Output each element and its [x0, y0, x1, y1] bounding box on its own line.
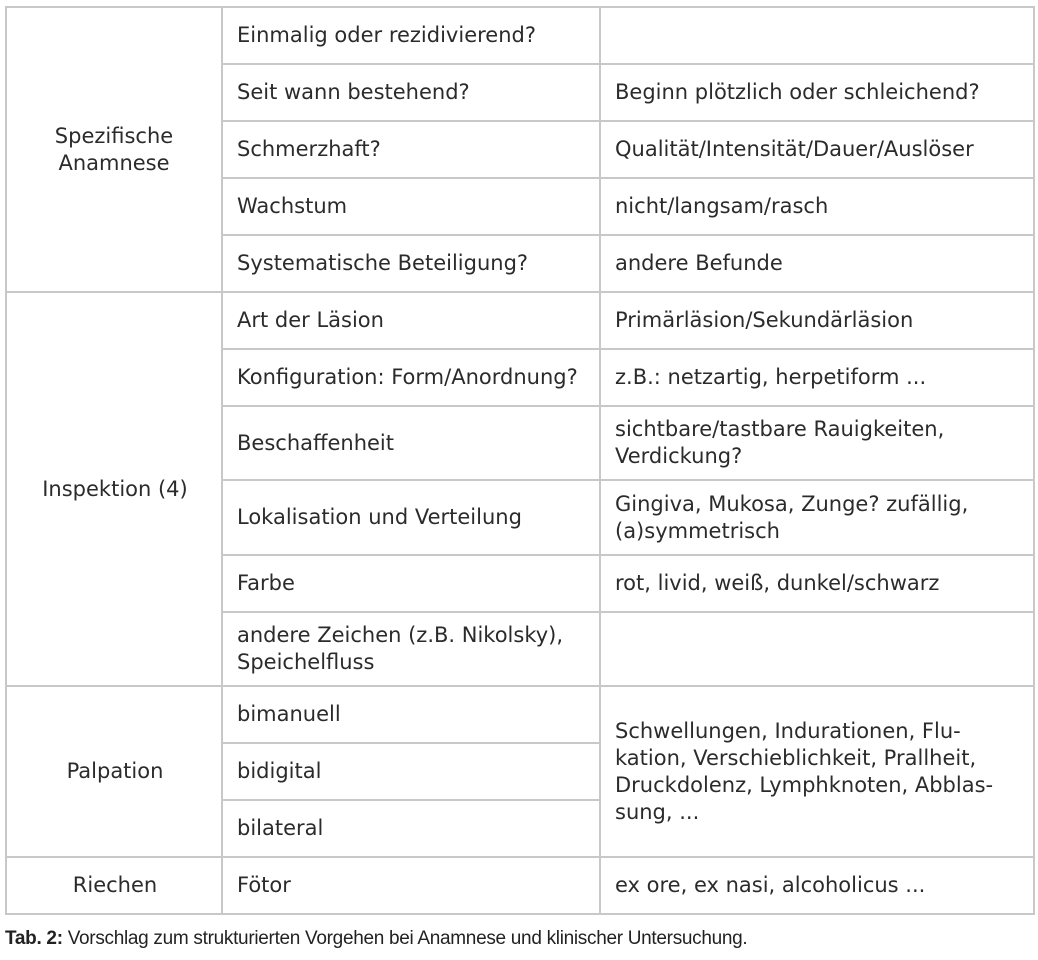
detail-cell: Primärläsion/Sekundärläsion: [600, 292, 1034, 349]
item-cell: Konfiguration: Form/Anordnung?: [222, 349, 600, 406]
item-cell: bimanuell: [222, 686, 600, 743]
item-cell: Art der Läsion: [222, 292, 600, 349]
item-cell: Wachstum: [222, 178, 600, 235]
detail-cell: [600, 612, 1034, 686]
item-cell: andere Zeichen (z.B. Nikolsky), Speichelfluss: [222, 612, 600, 686]
item-cell: Farbe: [222, 555, 600, 612]
table-row: [6, 292, 1034, 349]
item-cell: Fötor: [222, 857, 600, 914]
group-label-inspektion: Inspektion (4): [6, 292, 222, 686]
detail-cell: nicht/langsam/rasch: [600, 178, 1034, 235]
caption-label: Tab. 2:: [5, 928, 63, 949]
detail-cell: rot, livid, weiß, dunkel/schwarz: [600, 555, 1034, 612]
table-row: [6, 686, 1034, 743]
detail-cell: Gingiva, Mukosa, Zunge? zufällig, (a)symmetrisch: [600, 480, 1034, 555]
detail-cell: Beginn plötzlich oder schleichend?: [600, 64, 1034, 121]
detail-cell: [600, 7, 1034, 64]
group-label-palpation: Palpation: [6, 686, 222, 857]
group-label-anamnese: Spezifische Anamnese: [6, 7, 222, 292]
table-caption: [5, 928, 747, 950]
group-label-riechen: Riechen: [6, 857, 222, 914]
item-cell: Beschaffenheit: [222, 406, 600, 480]
detail-cell: ex ore, ex nasi, alcoholicus ...: [600, 857, 1034, 914]
detail-cell: Qualität/Intensität/Dauer/Auslöser: [600, 121, 1034, 178]
item-cell: Einmalig oder rezidivierend?: [222, 7, 600, 64]
item-cell: Schmerzhaft?: [222, 121, 600, 178]
detail-cell: z.B.: netzartig, herpetiform ...: [600, 349, 1034, 406]
item-cell: bidigital: [222, 743, 600, 800]
item-cell: Seit wann bestehend?: [222, 64, 600, 121]
table-row: [6, 7, 1034, 64]
caption-text: Vorschlag zum strukturierten Vorgehen bei Anamnese und klinischer Untersuchung.: [62, 928, 748, 949]
item-cell: Systematische Beteiligung?: [222, 235, 600, 292]
detail-cell: sichtbare/tastbare Rauigkeiten, Verdickung?: [600, 406, 1034, 480]
item-cell: Lokalisation und Verteilung: [222, 480, 600, 555]
item-cell: bilateral: [222, 800, 600, 857]
examination-table: [5, 6, 1035, 915]
shared-detail-cell: Schwellungen, Indurationen, Flu-kation, Verschieblichkeit, Prallheit, Druckdolenz, Lymphknoten, Abblas-sung, ...: [600, 686, 1034, 857]
table-row: [6, 857, 1034, 914]
detail-cell: andere Befunde: [600, 235, 1034, 292]
